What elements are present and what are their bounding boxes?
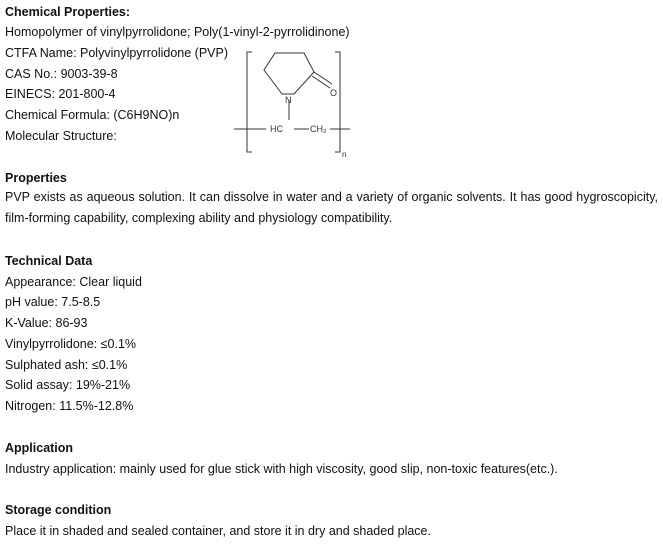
- nitrogen-item: Nitrogen: 11.5%-12.8%: [5, 399, 134, 413]
- application-text: Industry application: mainly used for glue stick with high viscosity, good slip, non-toxic features(etc.).: [5, 462, 558, 476]
- technical-data-heading: Technical Data: [5, 254, 93, 268]
- carbonyl-bond: [314, 72, 332, 84]
- cas-number-text: CAS No.: 9003-39-8: [5, 67, 118, 81]
- chemical-properties-heading: Chemical Properties:: [5, 5, 131, 19]
- einecs-text: EINECS: 201-800-4: [5, 87, 116, 101]
- atom-n-label: N: [285, 95, 292, 105]
- solid-assay-item: Solid assay: 19%-21%: [5, 378, 131, 392]
- chemical-formula-text: Chemical Formula: (C6H9NO)n: [5, 108, 180, 122]
- pyrrolidone-ring: [264, 53, 314, 94]
- ph-value-item: pH value: 7.5-8.5: [5, 295, 101, 309]
- properties-text: PVP exists as aqueous solution. It can dissolve in water and a variety of organic solvents. It has good hygroscopicity, film-forming capability, complexing ability and physiology compatibility.: [5, 190, 658, 225]
- carbonyl-bond-second: [312, 76, 330, 88]
- ch2-group-label: CH₂: [310, 124, 327, 134]
- repeat-n-label: n: [342, 150, 347, 159]
- molecular-structure-label: Molecular Structure:: [5, 129, 117, 143]
- appearance-item: Appearance: Clear liquid: [5, 275, 142, 289]
- vinylpyrrolidone-item: Vinylpyrrolidone: ≤0.1%: [5, 337, 137, 351]
- k-value-item: K-Value: 86-93: [5, 316, 88, 330]
- storage-text: Place it in shaded and sealed container, and store it in dry and shaded place.: [5, 524, 431, 538]
- right-bracket: [335, 52, 340, 152]
- hc-group-label: HC: [270, 124, 283, 134]
- properties-heading: Properties: [5, 171, 67, 185]
- sulphated-ash-item: Sulphated ash: ≤0.1%: [5, 358, 128, 372]
- application-heading: Application: [5, 441, 74, 455]
- ctfa-name-text: CTFA Name: Polyvinylpyrrolidone (PVP): [5, 46, 228, 60]
- left-bracket: [247, 52, 252, 152]
- synonyms-text: Homopolymer of vinylpyrrolidone; Poly(1-vinyl-2-pyrrolidinone): [5, 25, 350, 39]
- molecular-structure-diagram: [232, 40, 352, 165]
- atom-o-label: O: [330, 88, 338, 98]
- storage-heading: Storage condition: [5, 503, 112, 517]
